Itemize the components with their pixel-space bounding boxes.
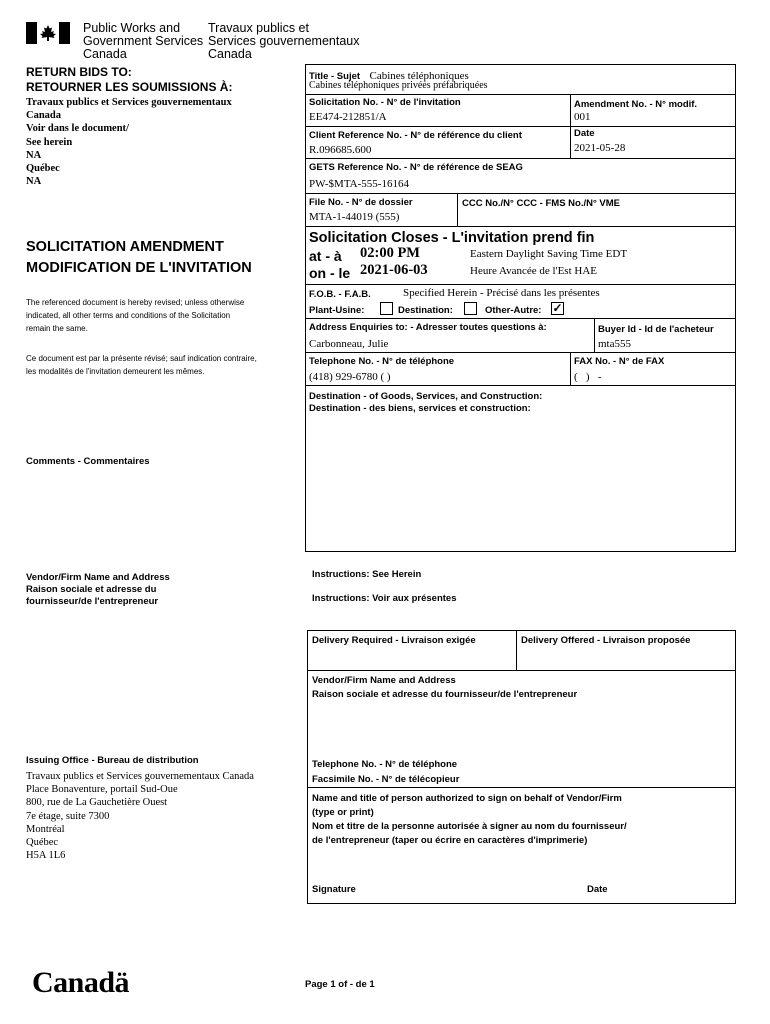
- issuing-office-address: Travaux publics et Services gouvernementaux Canada Place Bonaventure, portail Sud-Oue 800, rue de La Gauchetière Ouest 7e étage, suite 7300 Montréal Québec H5A 1L6: [26, 771, 254, 862]
- at-label: at - à: [309, 248, 342, 264]
- canada-wordmark: Canadä: [32, 966, 130, 999]
- date-value: 2021-05-28: [574, 142, 626, 154]
- buyer-id-value: mta555: [598, 338, 631, 350]
- solicitation-label: Solicitation No. - N° de l'invitation: [309, 97, 461, 108]
- comments-label: Comments - Commentaires: [26, 456, 150, 467]
- plant-checkbox[interactable]: [380, 302, 393, 315]
- check-mark-icon: ✓: [552, 301, 563, 315]
- destination-label: Destination - of Goods, Services, and Construction: Destination - des biens, services et construction:: [309, 391, 543, 414]
- return-bids-address: Travaux publics et Services gouvernementaux Canada Voir dans le document/ See herein NA Québec NA: [26, 97, 232, 188]
- close-date-value: 2021-06-03: [360, 262, 428, 278]
- delivery-required-label: Delivery Required - Livraison exigée: [312, 635, 476, 646]
- instructions-en: Instructions: See Herein: [312, 569, 422, 580]
- buyer-id-label: Buyer Id - Id de l'acheteur: [598, 324, 714, 335]
- signature-date-label: Date: [587, 884, 608, 895]
- amendment-note-en: The referenced document is hereby revised; unless otherwise indicated, all other terms and conditions of the Solicitation remain the same.: [26, 298, 245, 333]
- vendor-label-right: Vendor/Firm Name and Address Raison sociale et adresse du fournisseur/de l'entrepreneur: [312, 675, 578, 700]
- department-name-fr: Travaux publics et Services gouvernementaux Canada: [208, 21, 360, 61]
- amendment-value: 001: [574, 111, 591, 123]
- fob-value: Specified Herein - Précisé dans les présentes: [403, 287, 600, 299]
- timezone-en: Eastern Daylight Saving Time EDT: [470, 248, 628, 260]
- destination-check-label: Destination:: [398, 305, 453, 316]
- vendor-label-left: Vendor/Firm Name and Address Raison sociale et adresse du fournisseur/de l'entrepreneur: [26, 572, 170, 607]
- closes-title: Solicitation Closes - L'invitation prend fin: [309, 230, 595, 246]
- fob-label: F.O.B. - F.A.B.: [309, 289, 371, 300]
- address-enquiries-label: Address Enquiries to: - Adresser toutes questions à:: [309, 322, 547, 333]
- client-ref-value: R.096685.600: [309, 144, 372, 156]
- signature-label: Signature: [312, 884, 356, 895]
- amendment-label: Amendment No. - N° modif.: [574, 99, 698, 110]
- authorized-signer-label: Name and title of person authorized to sign on behalf of Vendor/Firm (type or print) Nom et titre de la personne autorisée à signer au nom du fournisseur/ de l'entrepreneur (taper ou écrire en caractères d'imprimerie): [312, 793, 627, 846]
- gets-value: PW-$MTA-555-16164: [309, 178, 409, 190]
- gets-label: GETS Reference No. - N° de référence de SEAG: [309, 162, 523, 173]
- timezone-fr: Heure Avancée de l'Est HAE: [470, 265, 598, 277]
- page-number: Page 1 of - de 1: [305, 979, 375, 990]
- plant-label: Plant-Usine:: [309, 305, 365, 316]
- title-value: Cabines téléphoniques: [369, 70, 469, 82]
- canada-flag-icon: [26, 22, 70, 44]
- file-label: File No. - N° de dossier: [309, 197, 413, 208]
- title-value-fr: Cabines téléphoniques privées préfabriquées: [309, 80, 488, 91]
- vendor-telephone-label: Telephone No. - N° de téléphone: [312, 759, 458, 770]
- amendment-note-fr: Ce document est par la présente révisé; sauf indication contraire, les modalités de l'invitation demeurent les mêmes.: [26, 354, 257, 376]
- on-label: on - le: [309, 265, 351, 281]
- other-checkbox[interactable]: [551, 302, 564, 315]
- amendment-title: SOLICITATION AMENDMENT MODIFICATION DE L'INVITATION: [26, 239, 252, 276]
- issuing-office-label: Issuing Office - Bureau de distribution: [26, 755, 199, 766]
- telephone-label: Telephone No. - N° de téléphone: [309, 356, 455, 367]
- file-value: MTA-1-44019 (555): [309, 211, 400, 223]
- fax-value: ( ) -: [574, 371, 602, 383]
- title-label: Title - Sujet: [309, 71, 361, 82]
- solicitation-value: EE474-212851/A: [309, 111, 387, 123]
- other-label: Other-Autre:: [485, 305, 542, 316]
- delivery-offered-label: Delivery Offered - Livraison proposée: [521, 635, 691, 646]
- destination-checkbox[interactable]: [464, 302, 477, 315]
- address-enquiries-value: Carbonneau, Julie: [309, 338, 389, 350]
- telephone-value: (418) 929-6780 ( ): [309, 371, 391, 383]
- close-time-value: 02:00 PM: [360, 245, 420, 261]
- vendor-facsimile-label: Facsimile No. - N° de télécopieur: [312, 774, 460, 785]
- fax-label: FAX No. - N° de FAX: [574, 356, 665, 367]
- ccc-label: CCC No./N° CCC - FMS No./N° VME: [462, 198, 621, 209]
- client-ref-label: Client Reference No. - N° de référence du client: [309, 130, 522, 141]
- instructions-fr: Instructions: Voir aux présentes: [312, 593, 457, 604]
- return-bids-title: RETURN BIDS TO: RETOURNER LES SOUMISSIONS À:: [26, 65, 233, 94]
- date-label: Date: [574, 128, 595, 139]
- department-name-en: Public Works and Government Services Canada: [83, 21, 204, 61]
